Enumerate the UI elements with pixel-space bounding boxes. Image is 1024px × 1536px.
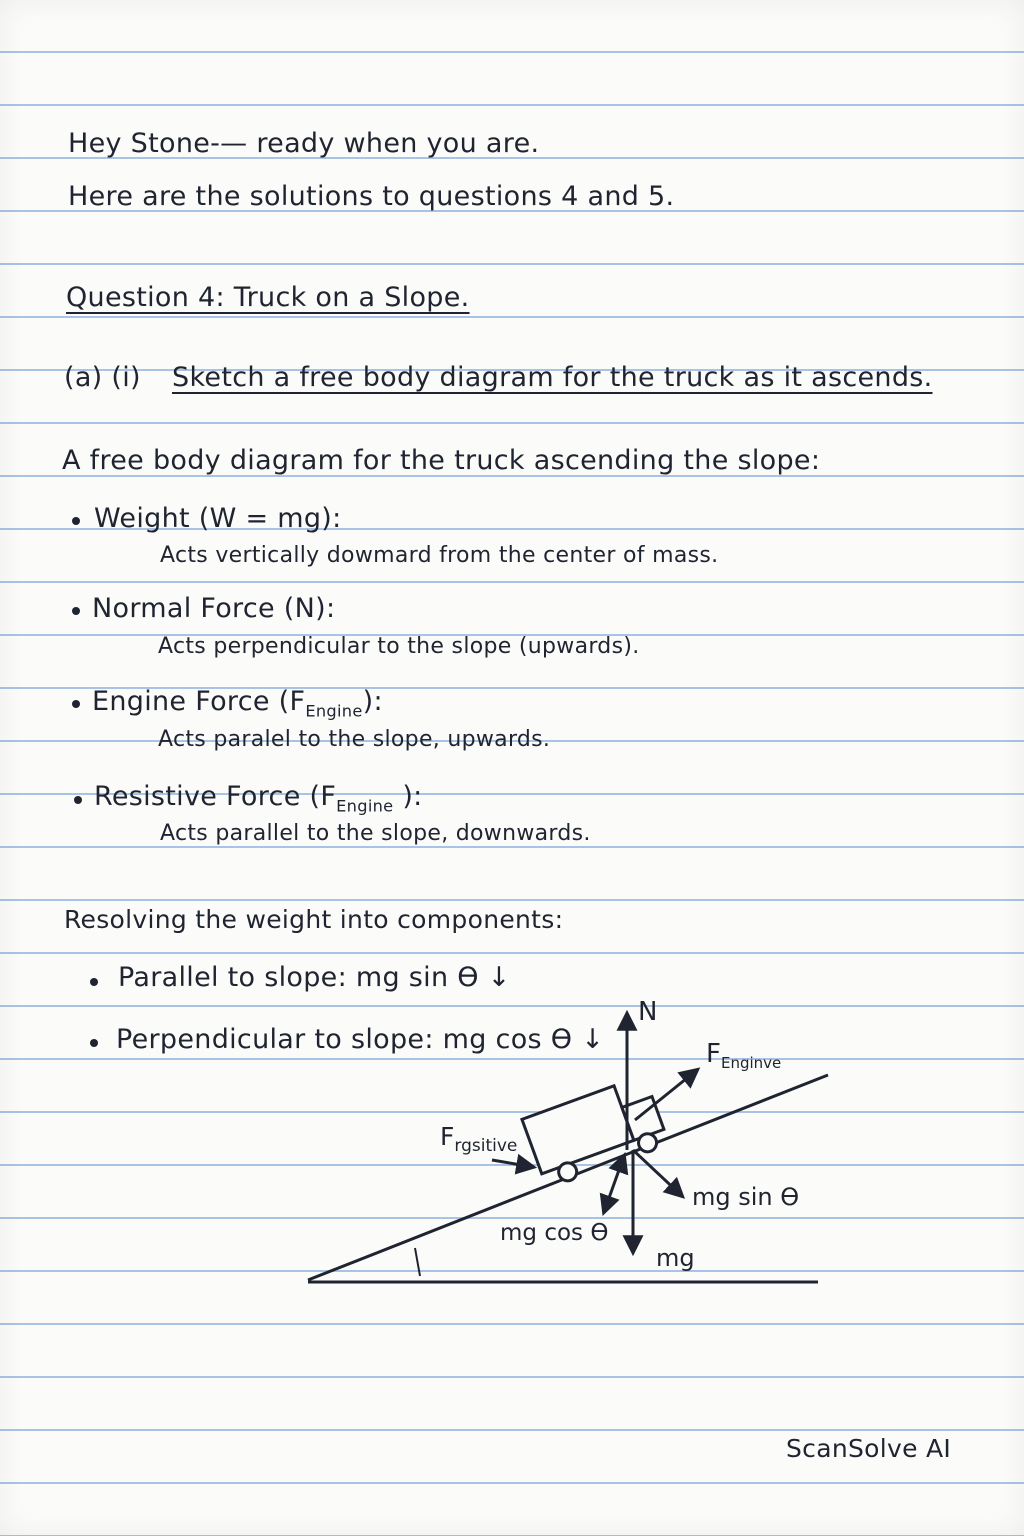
resistive-force-arrow: [492, 1160, 533, 1167]
resolving-perpendicular: Perpendicular to slope: mg cos ϴ ↓: [116, 1024, 605, 1055]
angle-mark: [415, 1248, 420, 1276]
force-weight-name: Weight (W = mg):: [94, 503, 342, 534]
footer-brand: ScanSolve AI: [786, 1434, 952, 1463]
question-part-label: (a) (i): [64, 362, 141, 393]
force-weight-desc: Acts vertically dowmard from the center of mass.: [160, 543, 719, 568]
engine-force-arrow: [635, 1070, 697, 1120]
force-engine-name: Engine Force $(F_{Engine})$:: [92, 686, 383, 721]
force-normal-desc: Acts perpendicular to the slope (upwards).: [158, 634, 640, 659]
force-resistive-name: Resistive Force ($F_{Engine}$ ):: [94, 781, 423, 816]
mg-sin-arrow: [633, 1150, 682, 1196]
label-mg-sin: mg sin ϴ: [692, 1183, 800, 1211]
resolving-parallel: Parallel to slope: mg sin ϴ ↓: [118, 962, 511, 993]
label-engine: $F_{Enginve}$: [706, 1039, 782, 1072]
force-resistive-desc: Acts parallel to the slope, downwards.: [160, 821, 591, 846]
label-normal: N: [638, 997, 658, 1027]
label-resistive: $F_{rgsitive}$: [440, 1122, 518, 1156]
label-mg-cos: mg cos ϴ: [500, 1220, 609, 1246]
question-part-prompt: Sketch a free body diagram for the truck as it ascends.: [172, 362, 933, 393]
label-mg: mg: [656, 1244, 695, 1272]
truck-body: [522, 1086, 634, 1174]
greeting-line-2: Here are the solutions to questions 4 and 5.: [68, 181, 675, 212]
question-heading: Question 4: Truck on a Slope.: [66, 282, 470, 313]
force-normal-name: Normal Force (N):: [92, 593, 336, 624]
truck: [522, 1075, 669, 1189]
mg-cos-arrow: [604, 1156, 624, 1212]
force-engine-desc: Acts paralel to the slope, upwards.: [158, 727, 551, 752]
fbd-intro: A free body diagram for the truck ascending the slope:: [62, 445, 821, 476]
greeting-line-1: Hey Stone-— ready when you are.: [68, 128, 540, 159]
resolving-heading: Resolving the weight into components:: [64, 905, 564, 934]
